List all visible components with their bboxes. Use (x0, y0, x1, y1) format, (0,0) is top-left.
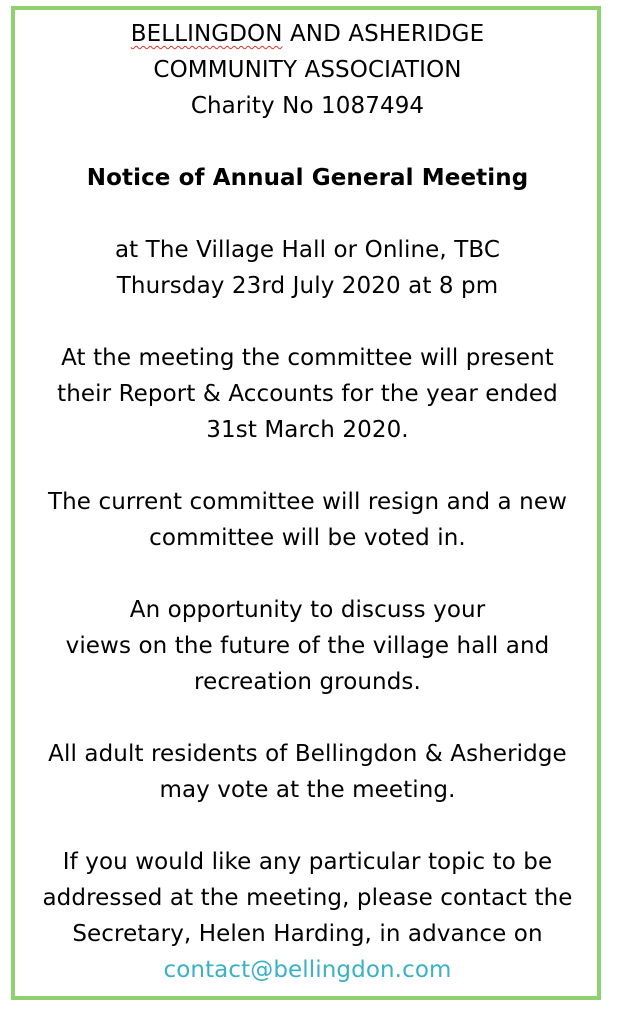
discussion-line: views on the future of the village hall and (65, 633, 550, 659)
contact-email-link[interactable]: contact@bellingdon.com (163, 957, 452, 983)
voting-line: All adult residents of Bellingdon & Asheridge (48, 741, 567, 767)
org-name-underlined: BELLINGDON (130, 21, 283, 47)
voting-line: may vote at the meeting. (159, 777, 456, 803)
committee-line: The current committee will resign and a new (47, 489, 567, 515)
org-name-line-1 (14, 16, 601, 52)
report-line: At the meeting the committee will present (61, 345, 554, 371)
org-name-line-2: COMMUNITY ASSOCIATION (153, 57, 462, 83)
discussion-line: An opportunity to discuss your (129, 597, 486, 623)
contact-line: addressed at the meeting, please contact the (42, 885, 573, 911)
meeting-location: at The Village Hall or Online, TBC (114, 237, 501, 263)
contact-line: If you would like any particular topic to be (62, 849, 553, 875)
notice-content (14, 16, 601, 988)
report-line: their Report & Accounts for the year ended (57, 381, 558, 407)
meeting-datetime: Thursday 23rd July 2020 at 8 pm (116, 273, 499, 299)
contact-line: Secretary, Helen Harding, in advance on (72, 921, 543, 947)
charity-number: Charity No 1087494 (190, 93, 425, 119)
report-line: 31st March 2020. (206, 417, 409, 443)
committee-line: committee will be voted in. (149, 525, 466, 551)
notice-title: Notice of Annual General Meeting (86, 165, 529, 191)
discussion-line: recreation grounds. (194, 669, 421, 695)
org-name-rest: AND ASHERIDGE (282, 21, 485, 47)
